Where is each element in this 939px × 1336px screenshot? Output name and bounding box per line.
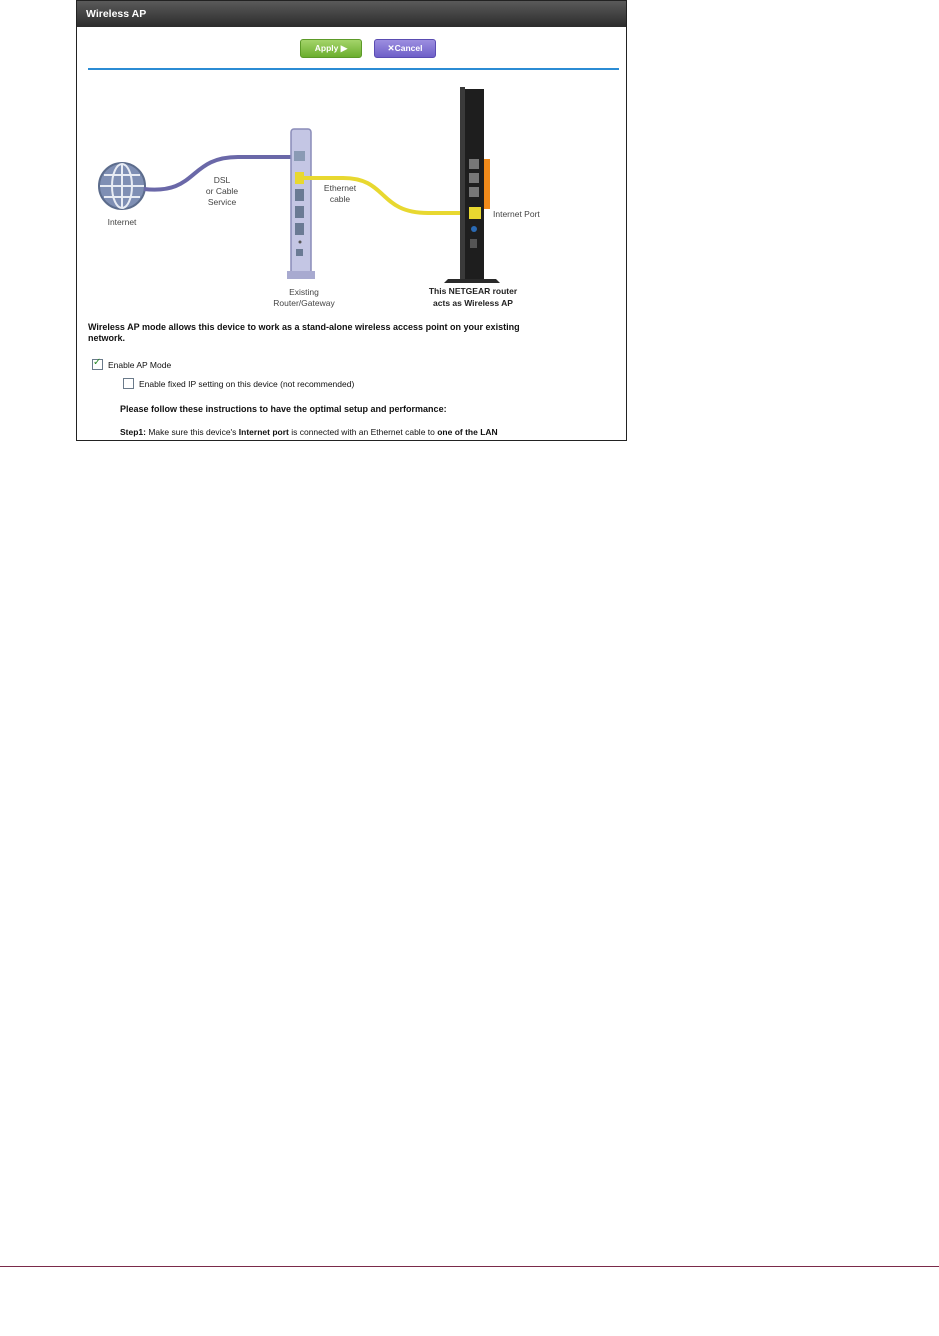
step1-text-a: Make sure this device's [145,427,239,437]
existing-router-label-line1: Existing [289,287,319,297]
footer-rule [0,1266,939,1267]
ethernet-label-line1: Ethernet [323,183,357,193]
step1-bold-a: Internet port [238,427,289,437]
apply-button[interactable]: Apply ▶ [300,39,362,58]
enable-ap-checkbox[interactable] [92,359,103,370]
dsl-label-line1: DSL [213,175,231,185]
step1-bold-b: one of the LAN [437,427,498,437]
step1-prefix: Step1: [120,427,146,437]
internet-port-label: Internet Port [493,209,540,219]
fixed-ip-row [123,378,354,389]
divider [88,68,619,70]
button-row [77,39,626,57]
existing-router-label-line2: Router/Gateway [273,298,335,308]
step1-text-b: is connected with an Ethernet cable to [288,427,438,437]
dsl-label-line2: or Cable [205,186,239,196]
fixed-ip-checkbox[interactable] [123,378,134,389]
enable-ap-row [92,359,171,370]
panel-title: Wireless AP [77,1,626,27]
wireless-ap-panel [76,0,627,441]
network-diagram [88,79,582,318]
description-line1: Wireless AP mode allows this device to work as a stand-alone wireless access point on your existing [88,322,520,332]
ethernet-label-line2: cable [329,194,351,204]
description-line2: network. [88,333,126,343]
cancel-button[interactable]: ✕Cancel [374,39,436,58]
internet-label: Internet [107,217,137,227]
dsl-label-line3: Service [207,197,237,207]
netgear-router-label-line2: acts as Wireless AP [433,298,513,308]
fixed-ip-label: Enable fixed IP setting on this device (not recommended) [139,378,355,389]
mode-description [88,322,558,344]
globe-icon [99,163,145,209]
netgear-router-icon [444,87,500,283]
instructions-heading: Please follow these instructions to have the optimal setup and performance: [120,404,447,414]
existing-router-icon [287,129,315,279]
enable-ap-label: Enable AP Mode [108,359,172,370]
netgear-router-label-line1: This NETGEAR router [428,286,518,296]
step1-text [120,427,498,437]
